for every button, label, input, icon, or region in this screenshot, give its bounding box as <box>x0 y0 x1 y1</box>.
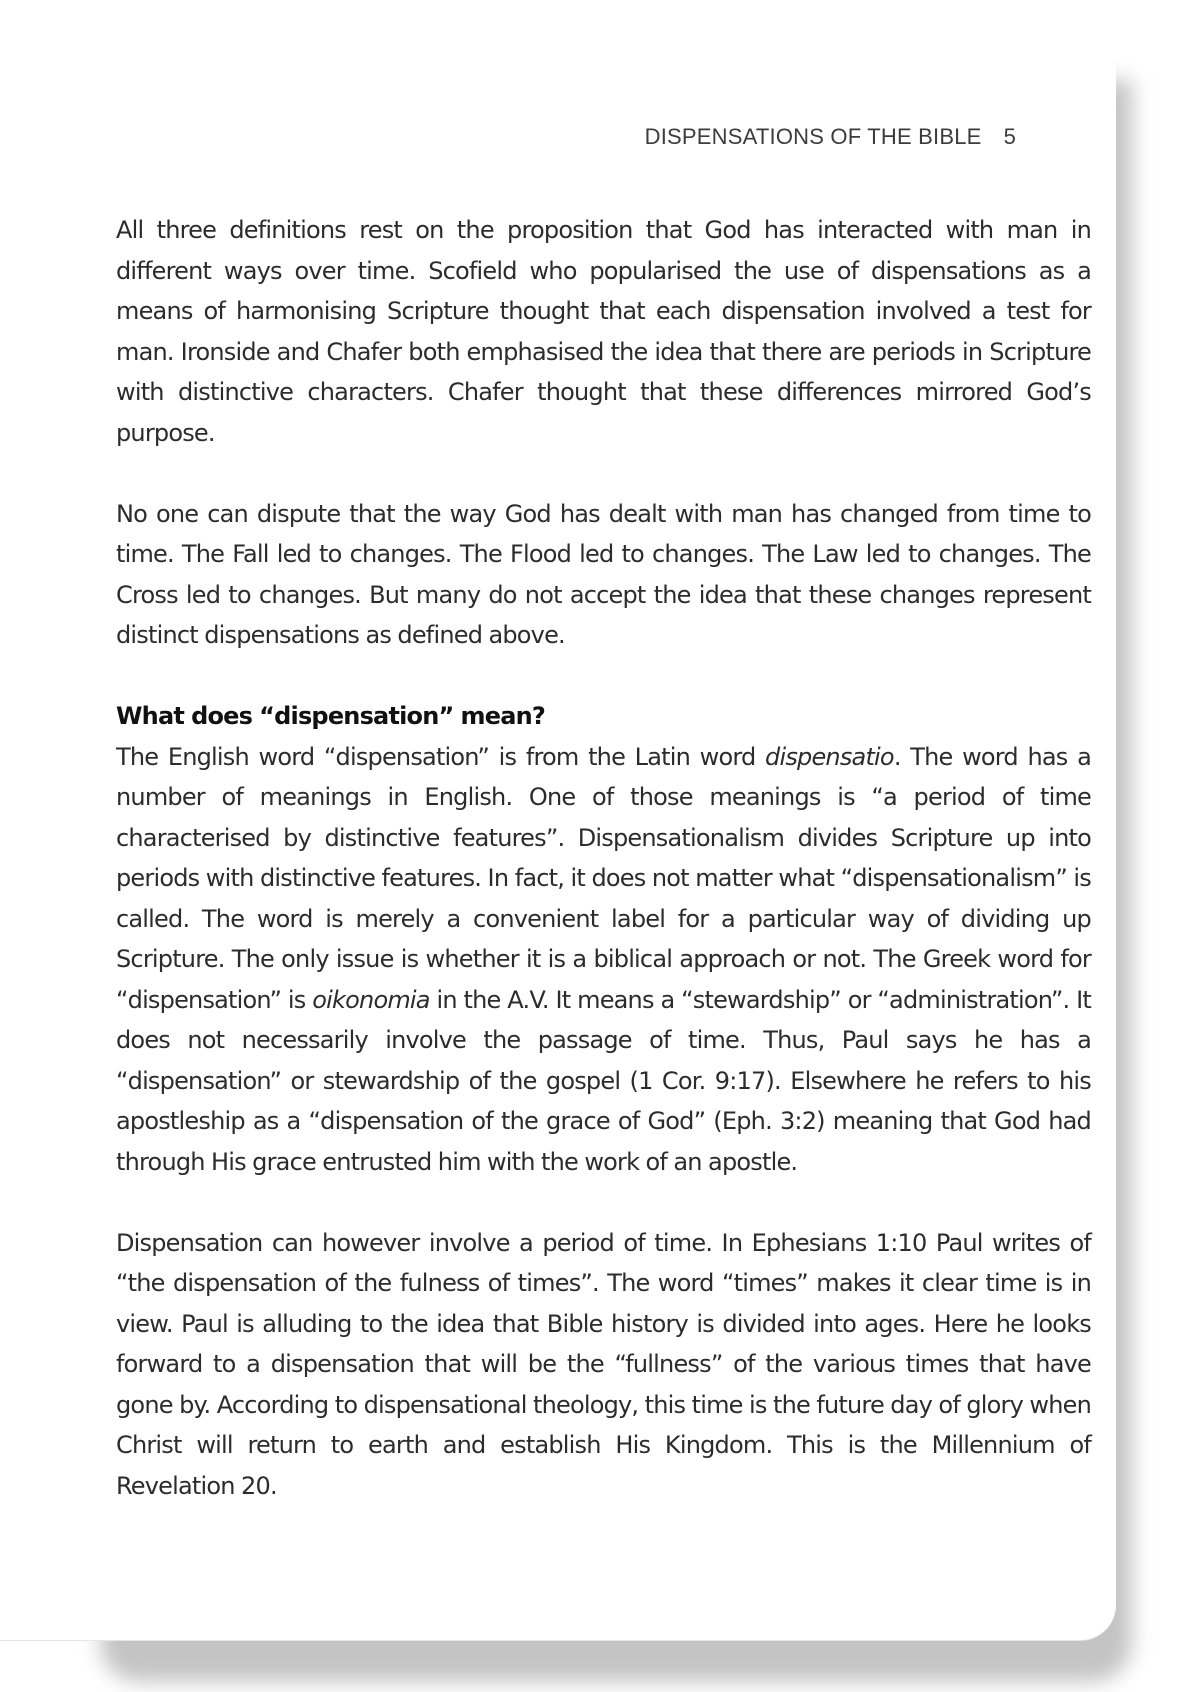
paragraph-period-of-time: Dispensation can however involve a period of time. In Ephesians 1:10 Paul writes of “the dispensation of the fulness of times”. The word “times” makes it clear time is in view. Paul is alluding to the idea that Bible history is divided into ages. Here he looks forward to a dispensation that will be the “fullness” of the various times that have gone by. According to dispensational theology, this time is the future day of glory when Christ will return to earth and establish His Kingdom. This is the Millennium of Revelation 20. <box>116 1228 1091 1500</box>
paragraph-definitions: All three definitions rest on the proposition that God has interacted with man in different ways over time. Scofield who popularised the use of dispensations as a means of harmonising Scripture thought that each dispensation involved a test for man. Ironside and Chafer both emphasised the idea that there are periods in Scripture with distinctive characters. Chafer thought that these differences mirrored God’s purpose. <box>116 216 1091 447</box>
running-title: DISPENSATIONS OF THE BIBLE <box>644 124 982 149</box>
page-number: 5 <box>1003 124 1016 149</box>
paragraph-meaning <box>116 737 1091 1183</box>
paragraph-meaning-part-a: The English word “dispensation” is from the Latin word <box>116 742 766 771</box>
body-text <box>116 210 1091 1547</box>
greek-term: oikonomia <box>312 985 430 1014</box>
paragraph-changes: No one can dispute that the way God has dealt with man has changed from time to time. The Fall led to changes. The Flood led to changes. The Law led to changes. The Cross led to changes. But many do not accept the idea that these changes represent distinct dispensations as defined above. <box>116 499 1091 649</box>
paragraph-meaning-part-e: in the A.V. It means a “stewardship” or “administration”. It does not necessarily involve the passage of time. Thus, Paul says he has a “dispensation” or stewardship of the gospel (1 Cor. 9:17). Elsewhere he refers to his apostleship as a “dispensation of the grace of God” (Eph. 3:2) meaning that God had through His grace entrusted him with the work of an apostle. <box>116 985 1092 1176</box>
paragraph-meaning-part-c: . The word has a number of meanings in English. One of those meanings is “a period of time characterised by distinctive features”. Dispensationalism divides Scripture up into periods with distinctive features. In fact, it does not matter what “dispensationalism” is called. The word is merely a convenient label for a particular way of dividing up Scripture. The only issue is whether it is a biblical approach or not. The Greek word for “dispensation” is <box>116 742 1091 1014</box>
running-header <box>645 124 1016 150</box>
section-heading: What does “dispensation” mean? <box>116 702 546 730</box>
latin-term: dispensatio <box>765 742 894 771</box>
